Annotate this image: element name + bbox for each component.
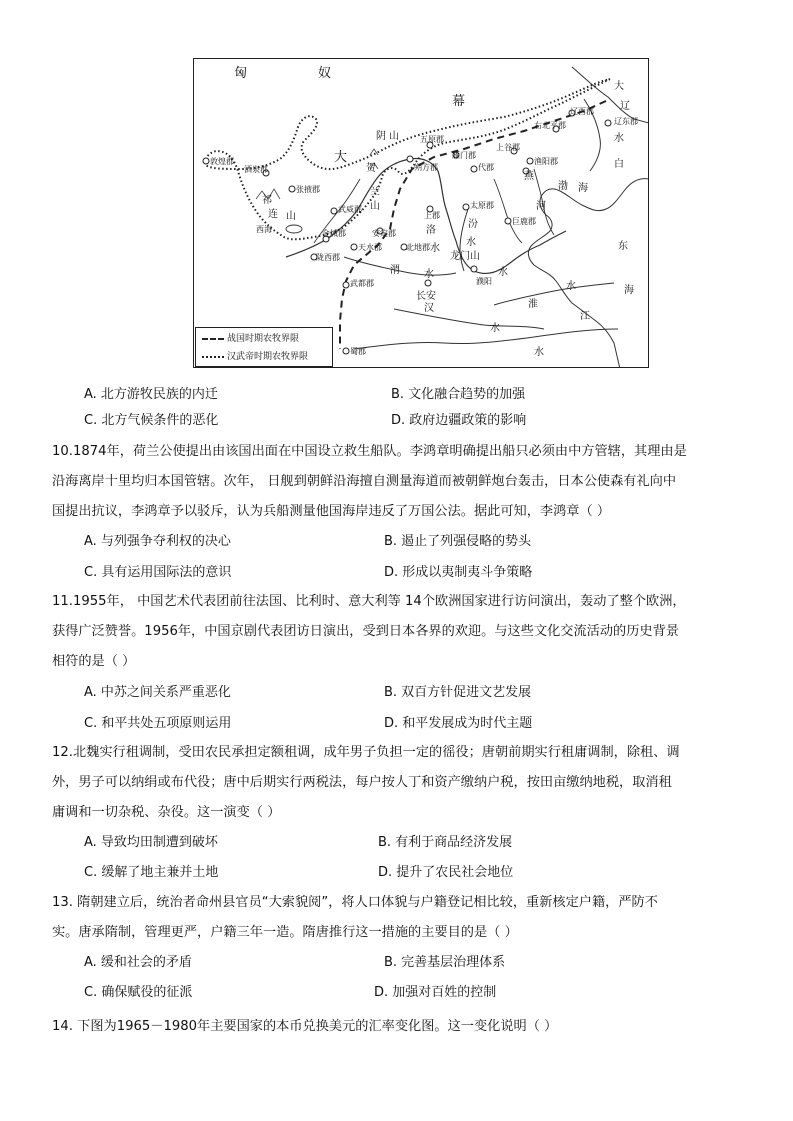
q14-line-1: 14. 下图为1965－1980年主要国家的本币兑换美元的汇率变化图。这一变化说明（ ） (52, 1019, 558, 1034)
q13-line-2: 实。唐承隋制，管理更严，户籍三年一造。隋唐推行这一措施的主要目的是（ ） (52, 925, 518, 940)
q12-option-b[interactable]: B. 有利于商品经济发展 (378, 835, 513, 850)
xihai-lake (286, 225, 302, 233)
label-dong: 东 (618, 241, 628, 252)
history-map (193, 58, 649, 368)
label-shuofang: 朔方郡 (414, 163, 438, 172)
q13-option-b[interactable]: B. 完善基层治理体系 (384, 955, 506, 970)
label-han-shui: 水 (490, 323, 500, 334)
marker-puyang (471, 266, 477, 272)
q11-option-a[interactable]: A. 中苏之间关系严重恶化 (84, 685, 231, 700)
marker-tianshui (351, 244, 357, 250)
q11-option-b[interactable]: B. 双百方针促进文艺发展 (384, 685, 532, 700)
river-north-1 (494, 179, 522, 243)
q11-option-c[interactable]: C. 和平共处五项原则运用 (84, 716, 232, 731)
label-qilian-3: 山 (286, 211, 296, 222)
label-dai: 代郡 (478, 163, 494, 172)
q10-option-a[interactable]: A. 与列强争夺利权的决心 (84, 534, 231, 549)
marker-liaodong (605, 120, 611, 126)
label-liaodong: 辽东郡 (614, 117, 638, 126)
label-dunhuang: 敦煌郡 (210, 157, 234, 166)
label-jincheng: 金城郡 (322, 229, 346, 238)
q9-option-d[interactable]: D. 政府边疆政策的影响 (391, 413, 527, 428)
label-donghai: 海 (624, 285, 634, 296)
label-jiang: 江 (580, 311, 590, 322)
yangtze-river (354, 329, 618, 349)
label-longmen: 龙门山 (450, 251, 480, 262)
label-mu: 幕 (452, 94, 466, 109)
legend-hanwu-label: 汉武帝时期农牧界限 (227, 352, 309, 362)
label-bohai-2: 海 (578, 183, 588, 194)
q13-option-c[interactable]: C. 确保赋役的征派 (84, 985, 193, 1000)
q13-option-a[interactable]: A. 缓和社会的矛盾 (84, 955, 192, 970)
label-yinshan: 阴 山 (376, 131, 400, 142)
label-da-2: 大 (614, 81, 624, 92)
label-he-shui: 水 (498, 267, 508, 278)
label-he-1: 贺 (366, 163, 376, 174)
label-fen-shui: 水 (466, 237, 476, 248)
map-legend (195, 327, 333, 367)
label-anding: 安定郡 (372, 229, 396, 238)
label-han: 汉 (424, 303, 434, 314)
label-qilian-1: 祁 (262, 195, 272, 206)
legend-warring-label: 战国时期农牧界限 (227, 334, 300, 344)
q10-option-c[interactable]: C. 具有运用国际法的意识 (84, 565, 232, 580)
marker-shu (343, 348, 349, 354)
legend-dot-swatch (202, 356, 224, 358)
label-huai-shui: 水 (566, 281, 576, 292)
label-changan: 长安 (416, 291, 436, 302)
q14-stem (52, 1012, 742, 1042)
marker-julu (505, 218, 511, 224)
marker-dai (471, 166, 477, 172)
q12-line-3: 庸调和一切杂税、杂役。这一演变（ ） (52, 805, 281, 820)
marker-wuwei (331, 208, 337, 214)
q12-option-c[interactable]: C. 缓解了地主兼并土地 (84, 865, 219, 880)
q12-option-a[interactable]: A. 导致均田制遭到破坏 (84, 835, 218, 850)
label-liaoxi: 辽西郡 (570, 107, 594, 116)
q10-option-d[interactable]: D. 形成以夷制夷斗争策略 (384, 565, 533, 580)
legend-hanwu (202, 352, 308, 362)
label-puyang: 濮阳 (476, 277, 492, 286)
marker-shuofang (407, 156, 413, 162)
label-shangjun: 上郡 (424, 211, 440, 220)
label-shan: 山 (370, 201, 380, 212)
han-river (394, 309, 544, 329)
label-beidi: 北地郡 (406, 243, 430, 252)
huai-river (494, 283, 614, 305)
q13-stem (52, 888, 742, 948)
label-taiyuan: 太原郡 (470, 201, 494, 210)
label-fen: 汾 (468, 219, 478, 230)
label-he-river: 河 (536, 201, 546, 212)
label-liao-shui: 水 (614, 133, 624, 144)
marker-zhangye (289, 186, 295, 192)
q13-option-d[interactable]: D. 加强对百姓的控制 (374, 985, 497, 1000)
label-yanmen: 雁门郡 (452, 151, 476, 160)
q11-line-3: 相符的是（ ） (52, 654, 136, 669)
q12-stem (52, 738, 742, 828)
label-shu: 蜀郡 (350, 347, 366, 356)
q10-line-1: 10.1874年，荷兰公使提出由该国出面在中国设立救生船队。李鸿章明确提出船只必须由中方管辖，其理由是 (52, 444, 687, 459)
label-shanggu: 上谷郡 (496, 143, 520, 152)
q12-option-d[interactable]: D. 提升了农民社会地位 (378, 865, 514, 880)
label-wei: 渭 (390, 265, 400, 276)
label-julu: 巨鹿郡 (512, 217, 536, 226)
label-tianshui: 天水郡 (358, 243, 382, 252)
label-zhangye: 张掖郡 (296, 185, 320, 194)
label-luo: 洛 (426, 225, 436, 236)
label-he-2: 兰 (370, 187, 380, 198)
q9-option-a[interactable]: A. 北方游牧民族的内迁 (84, 387, 218, 402)
q11-line-2: 获得广泛赞誉。1956年，中国京剧代表团访日演出，受到日本各界的欢迎。与这些文化交流活动的历史背景 (52, 624, 679, 639)
label-jiuquan: 酒泉郡 (244, 165, 268, 174)
label-jiang-shui: 水 (534, 347, 544, 358)
label-huai: 淮 (528, 299, 538, 310)
legend-warring (202, 334, 299, 344)
marker-changan (425, 280, 431, 286)
q10-line-3: 国提出抗议，李鸿章予以驳斥，认为兵船测量他国海岸违反了万国公法。据此可知，李鸿章（ ） (52, 504, 611, 519)
q11-stem (52, 587, 742, 677)
q9-option-b[interactable]: B. 文化融合趋势的加强 (391, 387, 526, 402)
q12-line-2: 外，男子可以纳绢或布代役；唐中后期实行两税法，每户按人丁和资产缴纳户税，按田亩缴纳地税，取消租 (52, 775, 672, 790)
label-liao: 辽 (620, 101, 630, 112)
q9-option-c[interactable]: C. 北方气候条件的恶化 (84, 413, 219, 428)
label-yan: 燕 (524, 171, 534, 182)
label-longxi: 陇西郡 (316, 253, 340, 262)
label-wuwei: 武威郡 (338, 205, 362, 214)
marker-yuyang (527, 158, 533, 164)
q12-line-1: 12.北魏实行租调制，受田农民承担定额租调，成年男子负担一定的徭役；唐朝前期实行租庸调制，除租、调 (52, 745, 680, 760)
q11-line-1: 11.1955年， 中国艺术代表团前往法国、比利时、意大利等 14个欧洲国家进行访问演出，轰动了整个欧洲， (52, 594, 686, 609)
marker-wudu (343, 282, 349, 288)
label-yuyang: 渔阳郡 (534, 157, 558, 166)
label-xiongnu-2: 奴 (318, 66, 332, 81)
label-wei-shui: 水 (424, 269, 434, 280)
q13-line-1: 13. 隋朝建立后，统治者命州县官员“大索貌阅”，将人口体貌与户籍登记相比较，重新核定户籍，严防不 (52, 895, 658, 910)
label-qilian-2: 连 (268, 209, 278, 220)
q10-option-b[interactable]: B. 遏止了列强侵略的势头 (384, 534, 532, 549)
label-wuyuan: 五原郡 (420, 135, 444, 144)
q10-line-2: 沿海离岸十里均归本国管辖。次年， 日舰到朝鲜沿海擅自测量海道而被朝鲜炮台轰击，日本公使森有礼向中 (52, 474, 677, 489)
marker-dunhuang (203, 158, 209, 164)
marker-taiyuan (463, 204, 469, 210)
label-bai: 白 (614, 159, 624, 170)
legend-dash-swatch (202, 338, 224, 340)
q11-option-d[interactable]: D. 和平发展成为时代主题 (384, 716, 533, 731)
label-youbeiping: 右北平郡 (534, 121, 566, 130)
q10-stem (52, 437, 742, 527)
label-bohai-1: 渤 (558, 181, 568, 192)
label-da: 大 (334, 150, 348, 165)
label-wudu: 武都郡 (350, 279, 374, 288)
label-xihai: 西海 (256, 225, 272, 234)
label-luo-shui: 水 (430, 243, 440, 254)
label-xiongnu-1: 匈 (234, 66, 248, 81)
